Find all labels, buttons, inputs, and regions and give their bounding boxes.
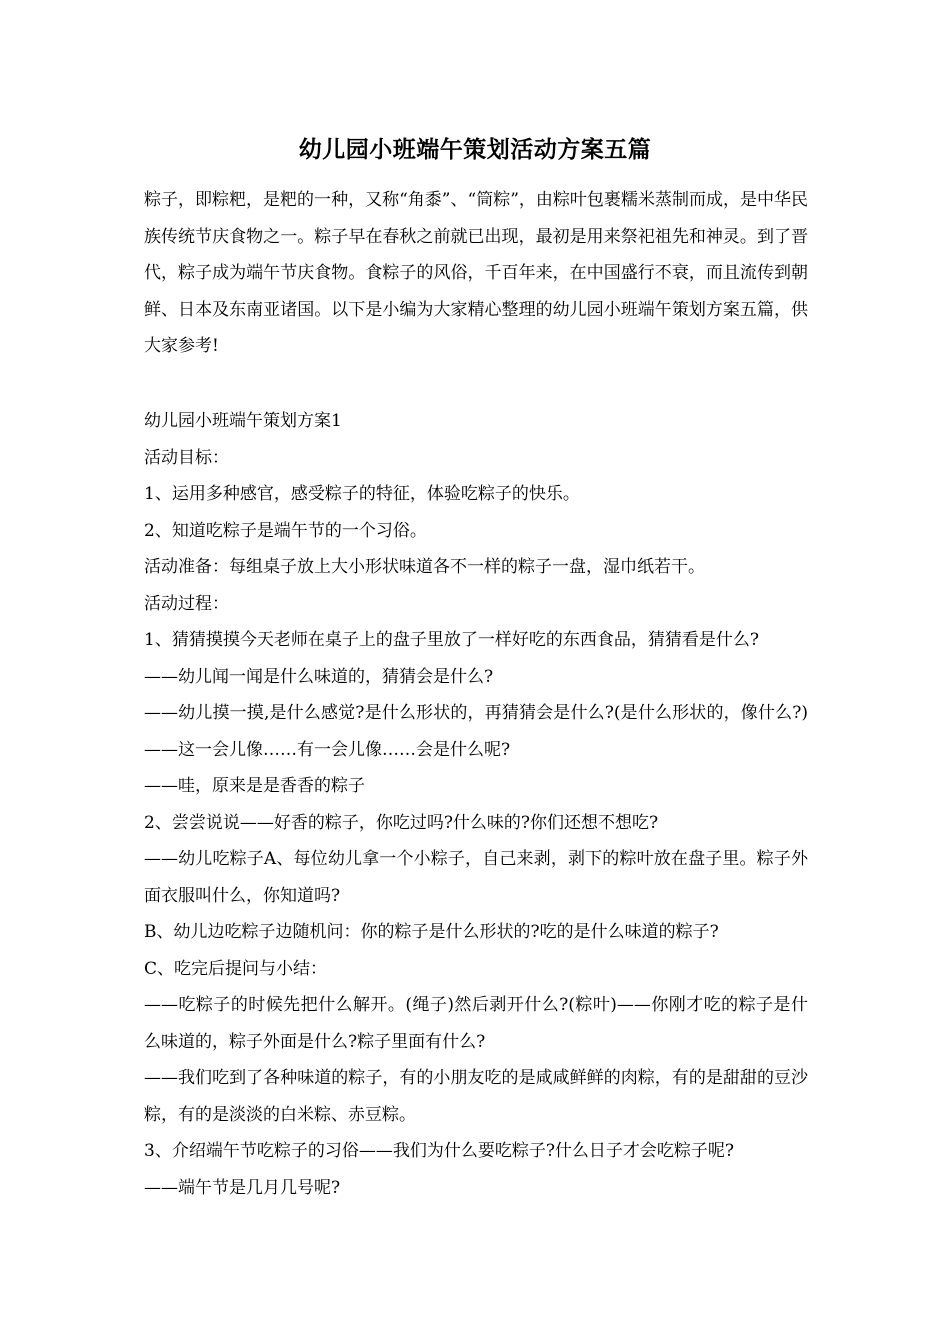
paragraph-line: 活动准备：每组桌子放上大小形状味道各不一样的粽子一盘，湿巾纸若干。 — [144, 557, 705, 577]
paragraph-line: ——吃粽子的时候先把什么解开。(绳子)然后剥开什么?(粽叶)——你刚才吃的粽子是什么味道的，粽子外面是什么?粽子里面有什么? — [144, 995, 808, 1052]
paragraph-line: 1、猜猜摸摸今天老师在桌子上的盘子里放了一样好吃的东西食品，猜猜看是什么? — [144, 630, 759, 650]
paragraph-line: ——我们吃到了各种味道的粽子，有的小朋友吃的是咸咸鲜鲜的肉粽，有的是甜甜的豆沙粽，有的是淡淡的白米粽、赤豆粽。 — [144, 1068, 808, 1125]
paragraph-line: C、吃完后提问与小结： — [144, 958, 328, 979]
paragraph-line: 活动过程： — [144, 593, 229, 614]
paragraph-line: 2、知道吃粽子是端午节的一个习俗。 — [144, 520, 427, 541]
paragraph-line: 2、尝尝说说——好香的粽子，你吃过吗?什么味的?你们还想不想吃? — [144, 812, 659, 833]
intro-paragraph: 粽子，即粽粑，是粑的一种，又称“角黍”、“筒粽”，由粽叶包裹糯米蒸制而成，是中华民族传统节庆食物之一。粽子早在春秋之前就已出现，最初是用来祭祀祖先和神灵。到了晋代，粽子成为端午节庆食物。食粽子的风俗，千百年来，在中国盛行不衰，而且流传到朝鲜、日本及东南亚诸国。以下是小编为大家精心整理的幼儿园小班端午策划方案五篇，供大家参考! — [144, 190, 808, 356]
paragraph-line: ——哇，原来是是香香的粽子 — [144, 776, 365, 796]
document-body — [144, 403, 808, 1206]
document-title: 幼儿园小班端午策划活动方案五篇 — [298, 136, 652, 163]
paragraph-line: 活动目标： — [144, 447, 229, 468]
paragraph-line: ——幼儿闻一闻是什么味道的，猜猜会是什么? — [144, 666, 494, 687]
paragraph-line: 3、介绍端午节吃粽子的习俗——我们为什么要吃粽子?什么日子才会吃粽子呢? — [144, 1141, 735, 1161]
paragraph-line: B、幼儿边吃粽子边随机问：你的粽子是什么形状的?吃的是什么味道的粽子? — [144, 922, 719, 942]
paragraph-line: ——幼儿吃粽子A、每位幼儿拿一个小粽子，自己来剥，剥下的粽叶放在盘子里。粽子外面衣服叫什么，你知道吗? — [144, 849, 808, 906]
section-heading: 幼儿园小班端午策划方案1 — [144, 411, 342, 431]
paragraph-line: 1、运用多种感官，感受粽子的特征，体验吃粽子的快乐。 — [144, 484, 580, 504]
paragraph-line: ——端午节是几月几号呢? — [144, 1177, 341, 1198]
paragraph-line: ——幼儿摸一摸,是什么感觉?是什么形状的，再猜猜会是什么?(是什么形状的，像什么?)——这一会儿像……有一会儿像……会是什么呢? — [144, 703, 808, 760]
